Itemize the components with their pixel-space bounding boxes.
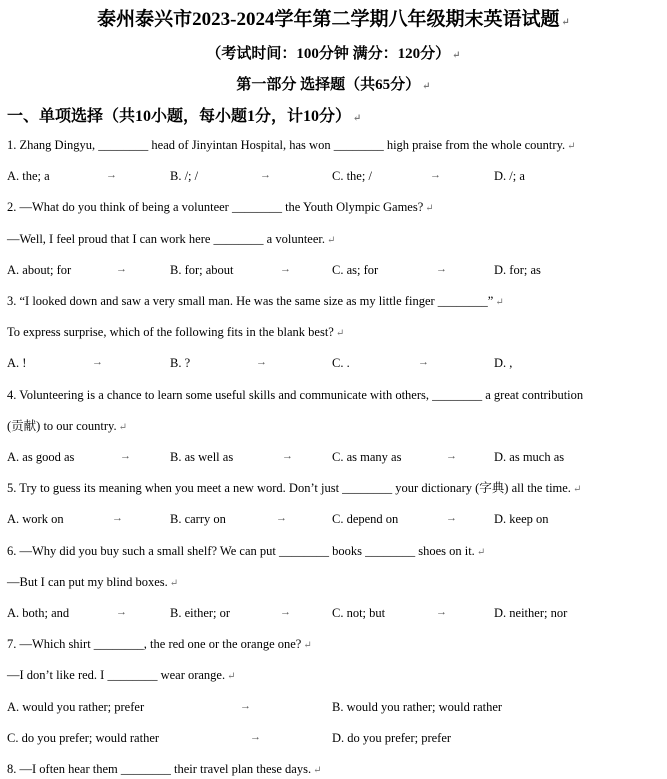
question-6-stem: 6. —Why did you buy such a small shelf? We can put ________ books ________ shoes on it. ↵ (7, 544, 486, 558)
option-a: A. the; a (7, 169, 50, 183)
tab-arrow-icon: → (120, 450, 131, 462)
question-4-stem: 4. Volunteering is a chance to learn some useful skills and communicate with others, ________ a great contribution (7, 388, 584, 402)
tab-arrow-icon: → (106, 169, 117, 181)
tab-arrow-icon: → (436, 263, 447, 275)
tab-arrow-icon: → (276, 512, 287, 524)
option-b: B. ? (170, 356, 191, 370)
exam-subtitle: （考试时间：100分钟 满分：120分） ↵ (206, 46, 461, 62)
option-c: C. the; / (332, 169, 372, 183)
option-b: B. for; about (170, 263, 234, 277)
option-a: A. both; and (7, 606, 70, 620)
question-1-stem: 1. Zhang Dingyu, ________ head of Jinyintan Hospital, has won ________ high praise from the whole country. ↵ (7, 138, 576, 152)
option-c: C. not; but (332, 606, 386, 620)
option-d: D. for; as (494, 263, 541, 277)
question-2-stem: 2. —What do you think of being a volunteer ________ the Youth Olympic Games? ↵ (7, 200, 434, 214)
option-a: A. as good as (7, 450, 75, 464)
tab-arrow-icon: → (446, 512, 457, 524)
option-c: C. depend on (332, 512, 399, 526)
tab-arrow-icon: → (418, 356, 429, 368)
question-2-stem-2: —Well, I feel proud that I can work here ________ a volunteer. ↵ (7, 232, 336, 246)
option-d: D. as much as (494, 450, 565, 464)
tab-arrow-icon: → (112, 512, 123, 524)
option-b: B. would you rather; would rather (332, 700, 503, 714)
tab-arrow-icon: → (280, 263, 291, 275)
tab-arrow-icon: → (92, 356, 103, 368)
question-3-stem: 3. “I looked down and saw a very small man. He was the same size as my little finger ________” ↵ (7, 294, 504, 308)
option-a: A. ! (7, 356, 27, 370)
tab-arrow-icon: → (282, 450, 293, 462)
question-5-stem: 5. Try to guess its meaning when you meet a new word. Don’t just ________ your dictionary (字典) all the time. ↵ (7, 481, 582, 495)
exam-title: 泰州泰兴市2023-2024学年第二学期八年级期末英语试题 ↵ (97, 9, 570, 30)
option-d: D. neither; nor (494, 606, 568, 620)
option-a: A. would you rather; prefer (7, 700, 145, 714)
option-c: C. . (332, 356, 350, 370)
option-b: B. either; or (170, 606, 231, 620)
option-d: D. do you prefer; prefer (332, 731, 452, 745)
tab-arrow-icon: → (430, 169, 441, 181)
option-c: C. do you prefer; would rather (7, 731, 160, 745)
tab-arrow-icon: → (250, 731, 261, 743)
question-3-stem-2: To express surprise, which of the following fits in the blank best? ↵ (7, 325, 345, 339)
question-4-stem-2: (贡献) to our country. ↵ (7, 419, 127, 433)
tab-arrow-icon: → (436, 606, 447, 618)
option-b: B. as well as (170, 450, 234, 464)
option-b: B. /; / (170, 169, 199, 183)
option-d: D. keep on (494, 512, 549, 526)
tab-arrow-icon: → (260, 169, 271, 181)
question-6-stem-2: —But I can put my blind boxes. ↵ (7, 575, 179, 589)
option-a: A. work on (7, 512, 64, 526)
tab-arrow-icon: → (116, 263, 127, 275)
option-a: A. about; for (7, 263, 72, 277)
section-heading: 一、单项选择（共10小题，每小题1分，计10分） ↵ (7, 108, 362, 125)
option-c: C. as; for (332, 263, 379, 277)
tab-arrow-icon: → (280, 606, 291, 618)
tab-arrow-icon: → (256, 356, 267, 368)
question-8-stem: 8. —I often hear them ________ their travel plan these days. ↵ (7, 762, 322, 776)
tab-arrow-icon: → (116, 606, 127, 618)
option-c: C. as many as (332, 450, 402, 464)
question-7-stem: 7. —Which shirt ________, the red one or the orange one? ↵ (7, 637, 312, 651)
part-heading: 第一部分 选择题（共65分） ↵ (236, 77, 431, 93)
option-b: B. carry on (170, 512, 226, 526)
question-7-stem-2: —I don’t like red. I ________ wear orange. ↵ (7, 668, 236, 682)
option-d: D. , (494, 356, 513, 370)
tab-arrow-icon: → (446, 450, 457, 462)
tab-arrow-icon: → (240, 700, 251, 712)
option-d: D. /; a (494, 169, 525, 183)
